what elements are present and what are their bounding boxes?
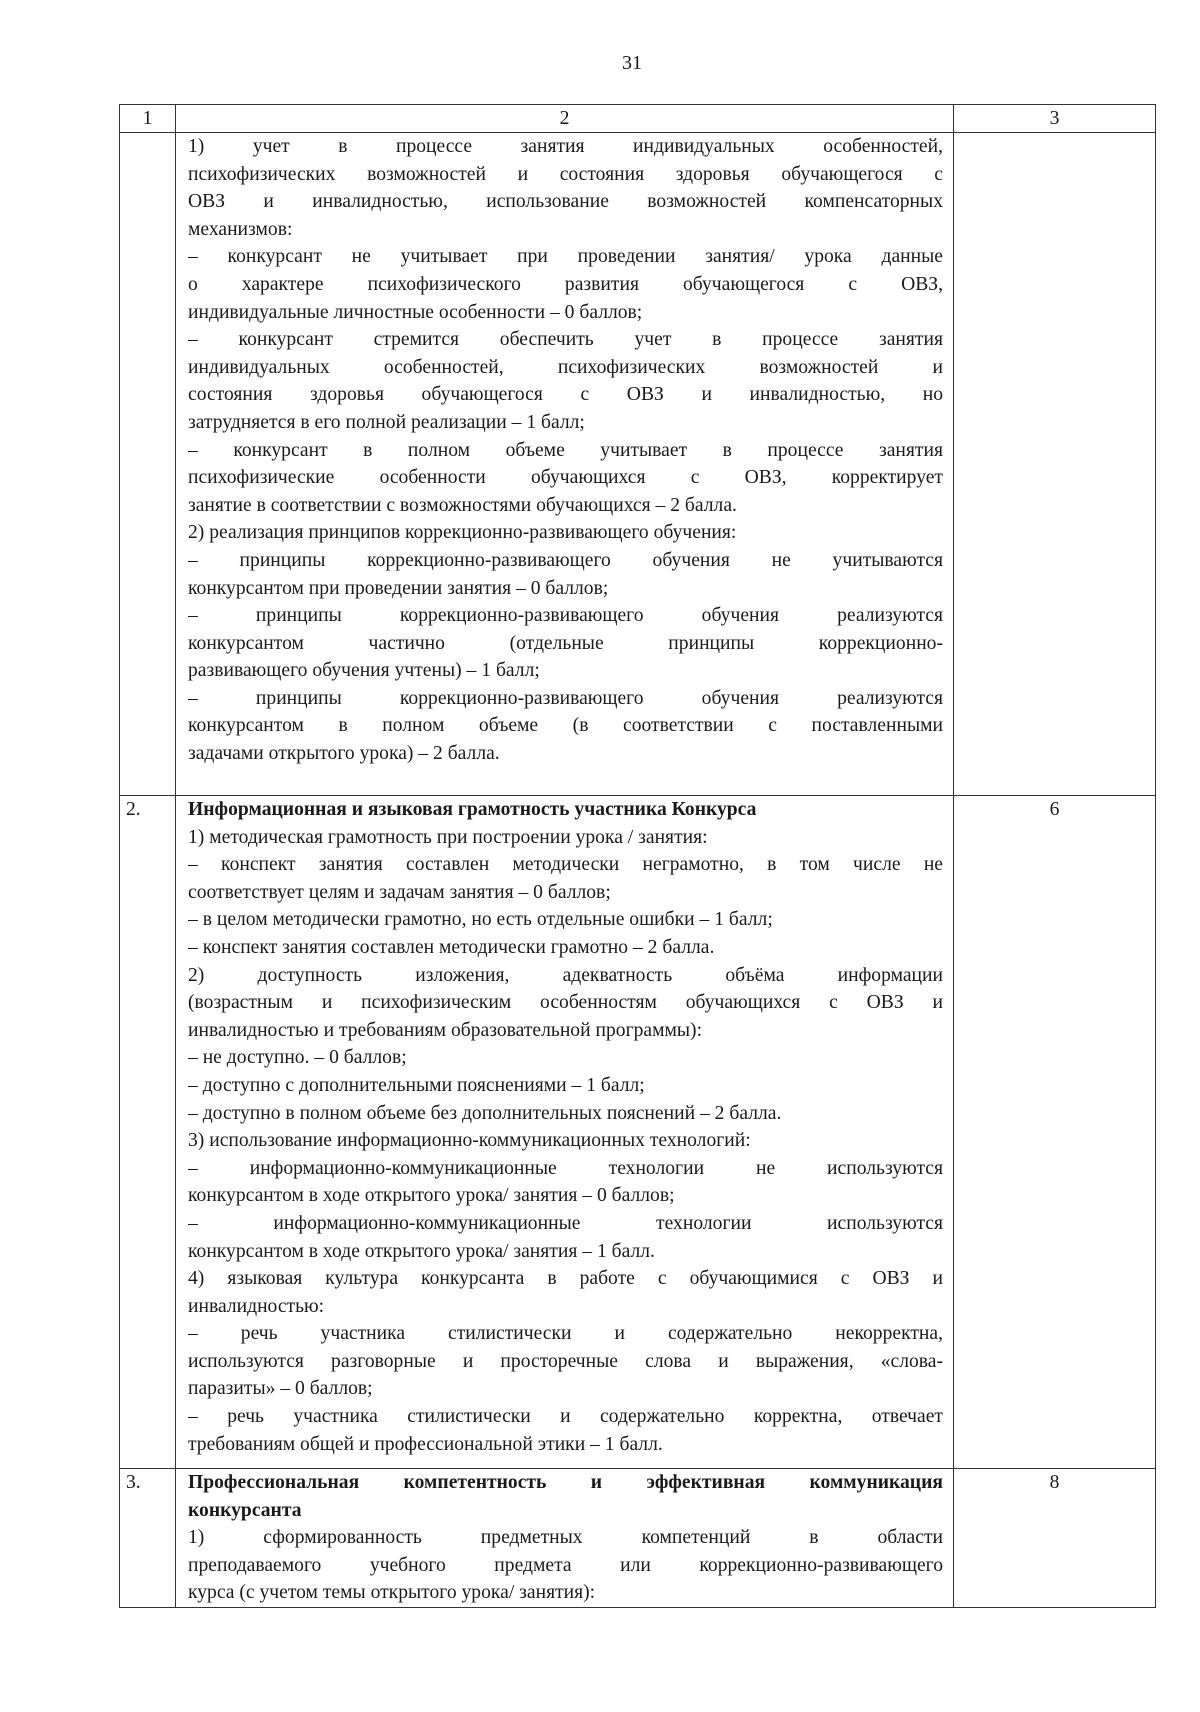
- row-content: [176, 796, 954, 1469]
- criteria-table: [119, 104, 1156, 1608]
- page-number: 31: [622, 52, 642, 74]
- criterion-text-line: 2) доступность изложения, адекватность объёма информации: [188, 964, 943, 986]
- criterion-text-line: ОВЗ и инвалидностью, использование возможностей компенсаторных: [188, 191, 943, 213]
- row-number: 2.: [120, 796, 176, 1469]
- row-content: [176, 133, 954, 796]
- criterion-text-line: 1) методическая грамотность при построении урока / занятия:: [188, 826, 708, 848]
- header-col-1: 1: [120, 105, 176, 133]
- criterion-text-line: – конкурсант в полном объеме учитывает в процессе занятия: [188, 439, 943, 461]
- criterion-text-line: состояния здоровья обучающегося с ОВЗ и инвалидностью, но: [188, 384, 943, 406]
- criterion-title-line: конкурсанта: [188, 1499, 302, 1521]
- criterion-text-line: – информационно-коммуникационные технологии не используются: [188, 1157, 943, 1179]
- table-header-row: [120, 105, 1156, 133]
- criterion-text-line: – конкурсант не учитывает при проведении занятия/ урока данные: [188, 246, 943, 268]
- criterion-text-line: конкурсантом в полном объеме (в соответствии с поставленными: [188, 715, 943, 737]
- criterion-text-line: 2) реализация принципов коррекционно-развивающего обучения:: [188, 522, 737, 544]
- criterion-text-line: – конспект занятия составлен методически грамотно – 2 балла.: [188, 936, 715, 958]
- criterion-text-line: – информационно-коммуникационные технологии используются: [188, 1212, 943, 1234]
- criterion-text-line: индивидуальные личностные особенности – 0 баллов;: [188, 301, 643, 323]
- criterion-text-line: – принципы коррекционно-развивающего обучения реализуются: [188, 605, 943, 627]
- criterion-text-line: используются разговорные и просторечные слова и выражения, «слова-: [188, 1350, 943, 1372]
- criterion-text-line: – в целом методически грамотно, но есть отдельные ошибки – 1 балл;: [188, 909, 773, 931]
- criterion-text-line: – принципы коррекционно-развивающего обучения не учитываются: [188, 549, 943, 571]
- table-row: [120, 1469, 1156, 1608]
- criterion-text-line: – конспект занятия составлен методически неграмотно, в том числе не: [188, 854, 943, 876]
- criterion-text-line: требованиям общей и профессиональной этики – 1 балл.: [188, 1433, 663, 1455]
- criterion-text-line: – доступно с дополнительными пояснениями – 1 балл;: [188, 1074, 645, 1096]
- criterion-text-line: паразиты» – 0 баллов;: [188, 1378, 373, 1400]
- criterion-text-line: затрудняется в его полной реализации – 1 балл;: [188, 411, 585, 433]
- criterion-text-line: 1) сформированность предметных компетенций в области: [188, 1527, 943, 1549]
- criterion-text-line: – речь участника стилистически и содержательно некорректна,: [188, 1323, 943, 1345]
- criterion-text-line: преподаваемого учебного предмета или коррекционно-развивающего: [188, 1554, 943, 1576]
- criterion-title-line: Профессиональная компетентность и эффективная коммуникация: [188, 1472, 943, 1493]
- criterion-title-line: Информационная и языковая грамотность участника Конкурса: [188, 799, 757, 820]
- criterion-text-line: – доступно в полном объеме без дополнительных пояснений – 2 балла.: [188, 1102, 782, 1124]
- table-row: [120, 133, 1156, 796]
- table-row: [120, 796, 1156, 1469]
- criterion-text-line: задачами открытого урока) – 2 балла.: [188, 743, 500, 765]
- criterion-text-line: 4) языковая культура конкурсанта в работе с обучающимися с ОВЗ и: [188, 1268, 943, 1290]
- header-col-2: 2: [176, 105, 954, 133]
- criterion-text-line: индивидуальных особенностей, психофизических возможностей и: [188, 356, 943, 378]
- criterion-text-line: инвалидностью и требованиям образовательной программы):: [188, 1019, 703, 1041]
- criterion-text-line: конкурсантом в ходе открытого урока/ занятия – 0 баллов;: [188, 1185, 675, 1207]
- row-number: 3.: [120, 1469, 176, 1608]
- criterion-text-line: – принципы коррекционно-развивающего обучения реализуются: [188, 687, 943, 709]
- criterion-text-line: соответствует целям и задачам занятия – 0 баллов;: [188, 881, 611, 903]
- criterion-text-line: конкурсантом при проведении занятия – 0 баллов;: [188, 577, 609, 599]
- row-score: 8: [954, 1469, 1156, 1608]
- row-number: [120, 133, 176, 796]
- criterion-text-line: развивающего обучения учтены) – 1 балл;: [188, 660, 540, 682]
- criterion-text-line: 1) учет в процессе занятия индивидуальных особенностей,: [188, 136, 943, 157]
- criterion-text-line: занятие в соответствии с возможностями обучающихся – 2 балла.: [188, 494, 737, 516]
- criterion-text-line: курса (с учетом темы открытого урока/ занятия):: [188, 1582, 596, 1604]
- row-score: [954, 133, 1156, 796]
- row-score: 6: [954, 796, 1156, 1469]
- criterion-text-line: психофизические особенности обучающихся с ОВЗ, корректирует: [188, 467, 943, 489]
- criterion-text-line: механизмов:: [188, 218, 293, 240]
- criterion-text-line: конкурсантом частично (отдельные принципы коррекционно-: [188, 632, 943, 654]
- criterion-text-line: инвалидностью:: [188, 1295, 325, 1317]
- criterion-text-line: конкурсантом в ходе открытого урока/ занятия – 1 балл.: [188, 1240, 655, 1262]
- criterion-text-line: (возрастным и психофизическим особенностям обучающихся с ОВЗ и: [188, 992, 943, 1014]
- criterion-text-line: о характере психофизического развития обучающегося с ОВЗ,: [188, 273, 943, 295]
- criterion-text-line: – речь участника стилистически и содержательно корректна, отвечает: [188, 1406, 943, 1428]
- criterion-text-line: 3) использование информационно-коммуникационных технологий:: [188, 1130, 751, 1152]
- criterion-text-line: психофизических возможностей и состояния здоровья обучающегося с: [188, 163, 943, 185]
- header-col-3: 3: [954, 105, 1156, 133]
- criterion-text-line: – не доступно. – 0 баллов;: [188, 1047, 407, 1069]
- row-content: [176, 1469, 954, 1608]
- criterion-text-line: – конкурсант стремится обеспечить учет в процессе занятия: [188, 329, 943, 351]
